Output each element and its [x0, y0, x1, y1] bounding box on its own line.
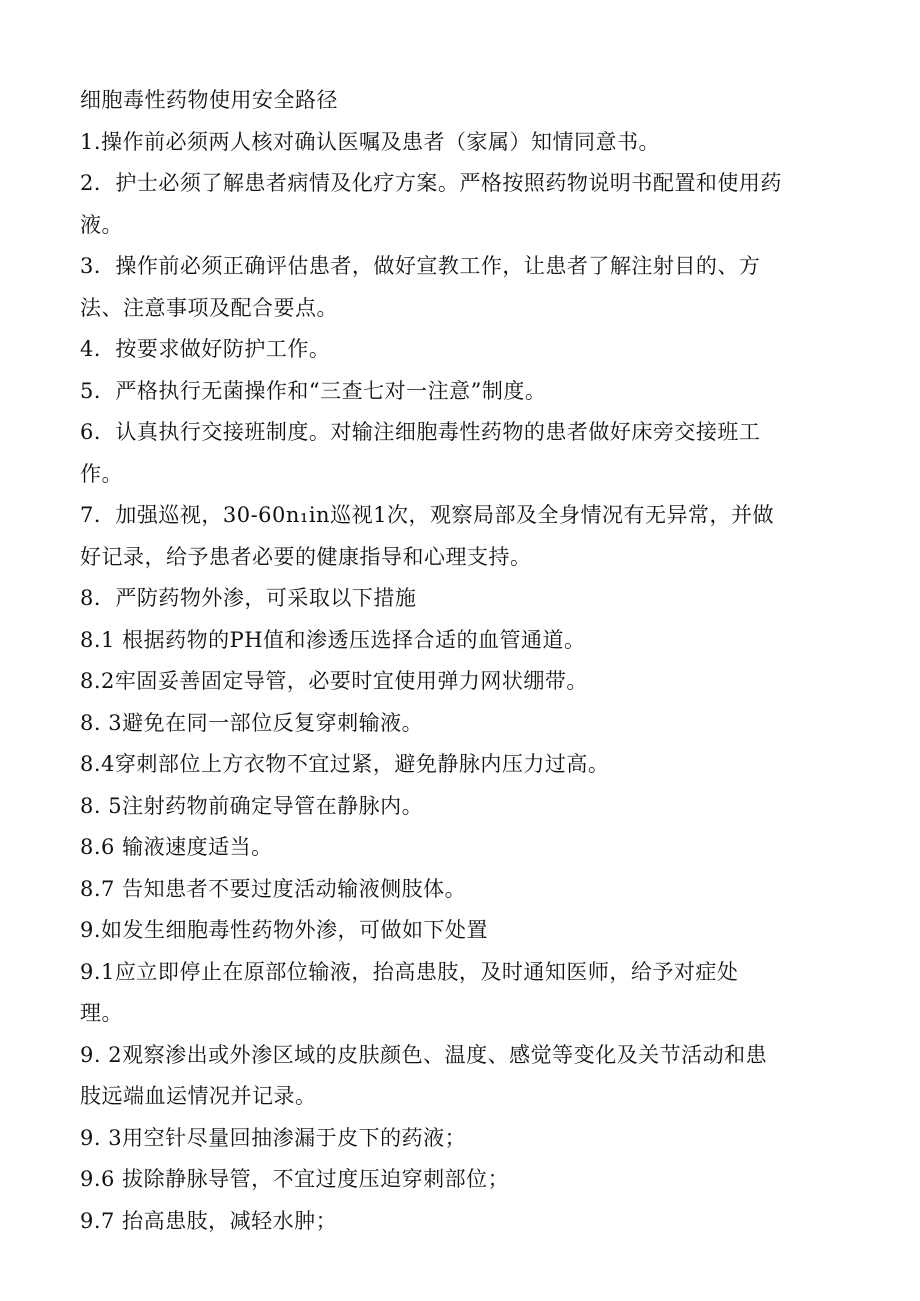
- document-line: 好记录，给予患者必要的健康指导和心理支持。: [80, 544, 532, 569]
- document-line: 8. 5注射药物前确定导管在静脉内。: [80, 793, 424, 818]
- document-line: 1.操作前必须两人核对确认医嘱及患者（家属）知情同意书。: [80, 129, 661, 154]
- document-line: 液。: [80, 212, 123, 237]
- document-line: 理。: [80, 1001, 123, 1025]
- document-line: 8.2牢固妥善固定导管，必要时宜使用弹力网状绷带。: [80, 669, 588, 693]
- document-line: 8. 3避免在同一部位反复穿刺输液。: [80, 710, 424, 735]
- document-line: 8.4穿刺部位上方衣物不宜过紧，避免静脉内压力过高。: [80, 752, 610, 776]
- document-line: 2．护士必须了解患者病情及化疗方案。严格按照药物说明书配置和使用药: [80, 171, 782, 195]
- document-line: 9. 3用空针尽量回抽渗漏于皮下的药液；: [80, 1125, 467, 1150]
- document-line: 9.7 抬高患肢，减轻水肿；: [80, 1208, 338, 1233]
- document-line: 9. 2观察渗出或外渗区域的皮肤颜色、温度、感觉等变化及关节活动和患: [80, 1042, 768, 1067]
- document-title: 细胞毒性药物使用安全路径: [80, 88, 338, 112]
- document-line: 3．操作前必须正确评估患者，做好宣教工作，让患者了解注射目的、方: [80, 254, 761, 278]
- document-line: 8.1 根据药物的PH值和渗透压选择合适的血管通道。: [80, 627, 586, 652]
- document-line: 7．加强巡视，30-60n₁in巡视1次，观察局部及全身情况有无异常，并做: [80, 503, 774, 527]
- document-line: 4．按要求做好防护工作。: [80, 337, 331, 361]
- document-line: 9.1应立即停止在原部位输液，抬高患肢，及时通知医师，给予对症处: [80, 959, 739, 984]
- document-body: [80, 80, 850, 1242]
- document-line: 5．严格执行无菌操作和“三查七对一注意”制度。: [80, 378, 547, 403]
- document-line: 9.6 拔除静脉导管，不宜过度压迫穿刺部位；: [80, 1167, 510, 1191]
- document-line: 肢远端血运情况并记录。: [80, 1084, 317, 1108]
- document-line: 8．严防药物外渗，可采取以下措施: [80, 586, 417, 610]
- document-line: 法、注意事项及配合要点。: [80, 295, 338, 320]
- document-line: 8.7 告知患者不要过度活动输液侧肢体。: [80, 876, 467, 901]
- document-line: 6．认真执行交接班制度。对输注细胞毒性药物的患者做好床旁交接班工: [80, 420, 761, 444]
- document-line: 作。: [80, 461, 123, 486]
- document-line: 8.6 输液速度适当。: [80, 835, 273, 859]
- document-line: 9.如发生细胞毒性药物外渗，可做如下处置: [80, 918, 489, 942]
